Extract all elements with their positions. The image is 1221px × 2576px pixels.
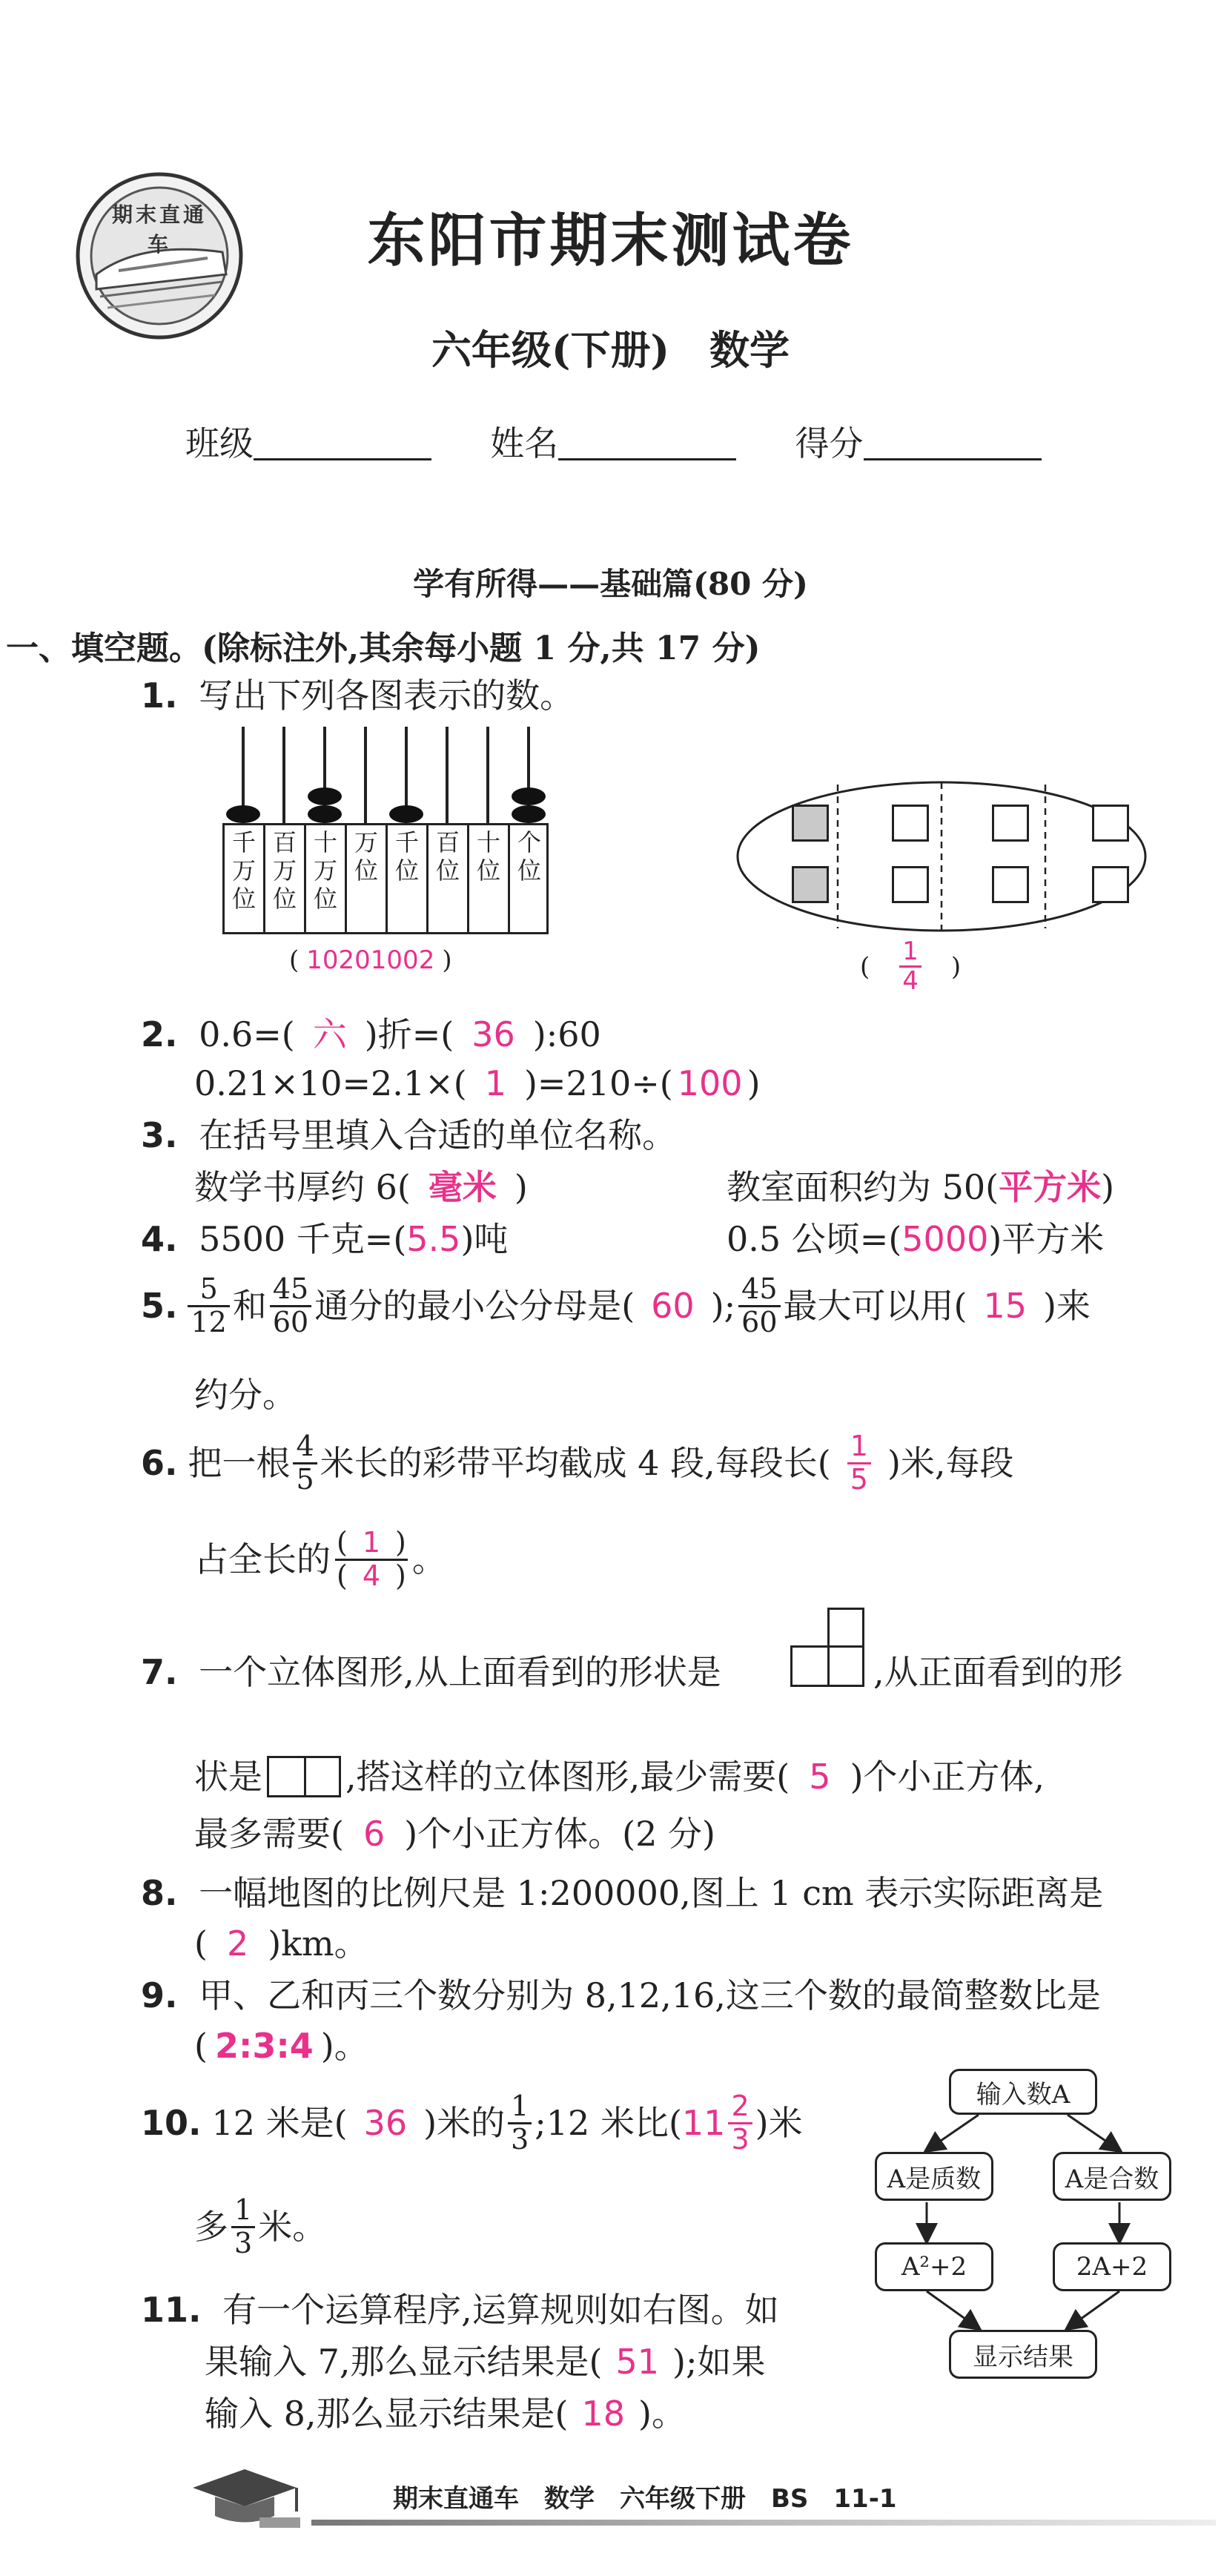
abacus-bead	[512, 787, 546, 805]
question-11-line-2: 果输入 7,那么显示结果是( 51 );如果	[205, 2342, 766, 2382]
footer-text: 期末直通车 数学 六年级下册 BS 11-1	[393, 2484, 897, 2514]
answer: 36	[471, 1014, 515, 1054]
question-8: 8. 一幅地图的比例尺是 1:200000,图上 1 cm 表示实际距离是	[141, 1873, 1104, 1913]
question-5-line-2: 约分。	[194, 1375, 297, 1415]
flow-op-1: A²+2	[875, 2242, 993, 2291]
abacus-bead	[226, 805, 260, 823]
fraction-square	[792, 866, 829, 903]
abacus-bead	[308, 787, 342, 805]
flowchart	[875, 2069, 1171, 2417]
question-11-line-3: 输入 8,那么显示结果是( 18 )。	[205, 2394, 686, 2434]
question-11: 11. 有一个运算程序,运算规则如右图。如	[141, 2290, 779, 2330]
footer-graduation-cap-icon	[185, 2466, 304, 2532]
abacus-place-label: 个 位	[508, 823, 549, 934]
question-4-right: 0.5 公顷=(5000)平方米	[727, 1219, 1105, 1259]
fraction-square	[892, 866, 929, 903]
question-text: 写出下列各图表示的数。	[199, 676, 575, 716]
question-10: 10. 12 米是( 36 )米的 $\frac{1}{3}$ ;12 米比( 11 $\frac{2}{3}$ )米	[141, 2090, 803, 2156]
question-6: 6. 把一根 $\frac{4}{5}$ 米长的彩带平均截成 4 段,每段长( $\frac{1}{5}$ )米,每段	[141, 1430, 1014, 1496]
abacus-rod	[364, 727, 367, 825]
question-7-line-3: 最多需要( 6 )个小正方体。(2 分)	[194, 1814, 715, 1854]
answer: 5.5	[406, 1219, 461, 1259]
question-5: 5. $\frac{5}{12}$ 和 $\frac{45}{60}$ 通分的最小公分母是( 60 ); $\frac{45}{60}$ 最大可以用( 15 )来	[141, 1272, 1091, 1338]
class-input[interactable]	[254, 429, 431, 460]
answer: 6	[363, 1814, 386, 1854]
answer: 11	[681, 2103, 726, 2144]
fraction-answer-line: ( $\frac{1}{4}$ )	[860, 937, 962, 997]
flow-composite: A是合数	[1053, 2152, 1171, 2201]
fraction-figure	[734, 779, 1149, 934]
info-fields	[185, 423, 1042, 463]
flow-prime: A是质数	[875, 2152, 993, 2201]
fraction-numerator: 1	[899, 938, 921, 968]
fraction-square	[1092, 866, 1129, 903]
question-1	[141, 676, 575, 716]
abacus-place-label: 百 万 位	[263, 823, 304, 934]
question-9-line-2: ( 2:3:4 )。	[194, 2026, 368, 2066]
name-label: 姓名	[490, 423, 559, 463]
abacus-answer: 10201002	[306, 945, 435, 975]
fraction-square	[992, 866, 1029, 903]
question-10-line-2: 多 $\frac{1}{3}$ 米。	[194, 2193, 327, 2259]
abacus-bead	[512, 805, 546, 823]
answer: 平方米	[999, 1167, 1102, 1207]
abacus-rod	[486, 727, 489, 825]
answer: 5	[809, 1757, 831, 1797]
question-2: 2. 0.6=( 六 )折=( 36 ):60	[141, 1014, 601, 1054]
question-9: 9. 甲、乙和丙三个数分别为 8,12,16,这三个数的最简整数比是	[141, 1975, 1101, 2015]
answer: 1	[484, 1063, 506, 1103]
abacus-rod	[446, 727, 449, 825]
answer: 51	[615, 2342, 660, 2382]
question-7: 7. 一个立体图形,从上面看到的形状是	[141, 1652, 721, 1692]
answer: 18	[581, 2394, 626, 2434]
answer: 2:3:4	[214, 2026, 314, 2066]
page-subtitle: 六年级(下册) 数学	[431, 326, 790, 374]
answer: 36	[363, 2103, 408, 2144]
abacus-place-label: 十 位	[467, 823, 508, 934]
fraction-square	[992, 805, 1029, 842]
question-4: 4. 5500 千克=(5.5)吨	[141, 1219, 509, 1259]
answer: 3	[731, 2122, 750, 2156]
part-title: 一、填空题。(除标注外,其余每小题 1 分,共 17 分)	[6, 630, 761, 667]
answer: 5	[850, 1462, 868, 1496]
question-7-cont: ,从正面看到的形	[873, 1652, 1123, 1692]
answer: 2	[728, 2091, 752, 2124]
abacus-answer-line: ( 10201002 )	[289, 945, 452, 975]
flow-output: 显示结果	[949, 2330, 1097, 2379]
flow-op-2: 2A+2	[1053, 2242, 1171, 2291]
answer: 1	[847, 1431, 871, 1464]
flow-input: 输入数A	[949, 2069, 1097, 2115]
abacus-bead	[308, 805, 342, 823]
fraction-square	[792, 805, 829, 842]
section-heading: 学有所得——基础篇(80 分)	[413, 566, 808, 602]
answer: 2	[226, 1923, 249, 1964]
abacus-place-label: 千 位	[386, 823, 426, 934]
fraction-square	[892, 805, 929, 842]
class-label: 班级	[185, 423, 254, 463]
question-3-right: 教室面积约为 50(平方米)	[727, 1167, 1115, 1207]
abacus	[222, 727, 549, 934]
abacus-place-label: 十 万 位	[304, 823, 345, 934]
question-3-left: 数学书厚约 6( 毫米 )	[194, 1167, 528, 1207]
question-8-line-2: ( 2 )km。	[194, 1923, 368, 1964]
top-view-shape	[790, 1608, 864, 1704]
answer: 100	[677, 1063, 743, 1103]
abacus-rod	[282, 727, 285, 825]
score-label: 得分	[795, 423, 864, 463]
logo-text: 期末直通车	[111, 202, 207, 257]
answer: 4	[362, 1559, 381, 1592]
front-view-shape	[267, 1756, 341, 1797]
score-input[interactable]	[864, 429, 1042, 460]
fraction-denominator: 4	[902, 966, 919, 997]
answer: 六	[312, 1014, 347, 1054]
question-2-line-2: 0.21×10=2.1×( 1 )=210÷( 100 )	[194, 1063, 761, 1103]
abacus-place-label: 百 位	[426, 823, 467, 934]
question-7-line-2: 状是 ,搭这样的立体图形,最少需要( 5 )个小正方体,	[194, 1757, 1045, 1797]
footer-rule	[311, 2520, 1216, 2526]
question-number: 1.	[141, 676, 178, 716]
question-3: 3. 在括号里填入合适的单位名称。	[141, 1115, 677, 1155]
abacus-bead	[389, 805, 423, 823]
answer: 毫米	[428, 1167, 497, 1207]
answer: 1	[362, 1526, 381, 1559]
answer: 5000	[901, 1219, 989, 1259]
answer: 60	[651, 1286, 695, 1327]
abacus-place-label: 千 万 位	[222, 823, 263, 934]
fraction-square	[1092, 805, 1129, 842]
name-input[interactable]	[558, 429, 736, 460]
page-title: 东阳市期末测试卷	[367, 207, 854, 274]
abacus-place-label: 万 位	[345, 823, 386, 934]
question-6-line-2: 占全长的 ( 1 ) ( 4 ) 。	[194, 1526, 446, 1592]
answer: 15	[983, 1286, 1028, 1327]
